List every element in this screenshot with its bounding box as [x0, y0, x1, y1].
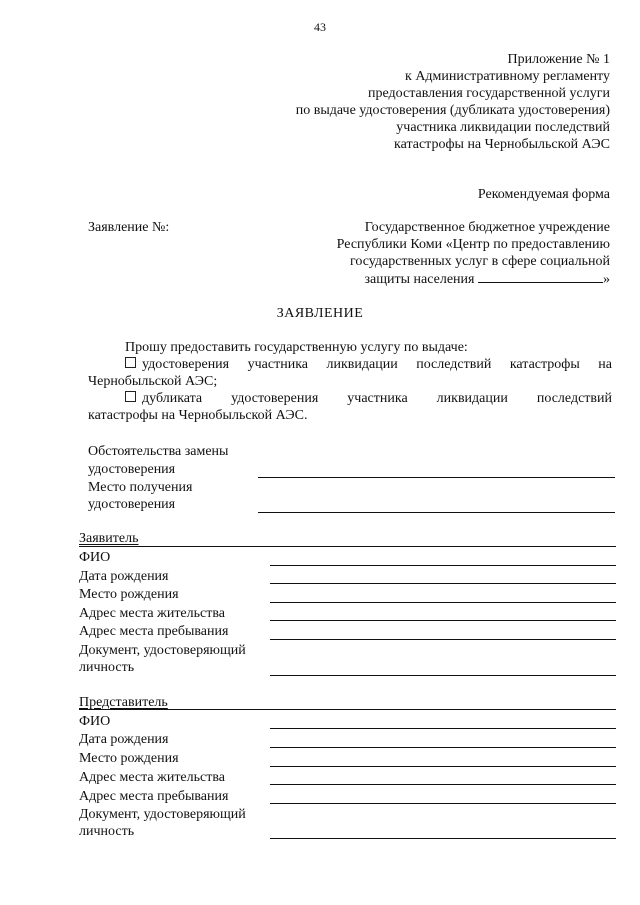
- applicant-residence-field[interactable]: [270, 620, 616, 621]
- replacement-field[interactable]: [258, 477, 615, 478]
- representative-birth-date-field[interactable]: [270, 747, 616, 748]
- applicant-stay-field[interactable]: [270, 639, 616, 640]
- representative-header: Представитель: [79, 695, 168, 710]
- applicant-birth-date-field[interactable]: [270, 583, 616, 584]
- addressee-line: Республики Коми «Центр по предоставлению: [336, 237, 610, 252]
- addressee-line: Государственное бюджетное учреждение: [364, 220, 610, 235]
- applicant-id-doc-label-cont: личность: [79, 660, 135, 675]
- representative-id-doc-field[interactable]: [270, 838, 616, 839]
- representative-id-doc-label-cont: личность: [79, 824, 135, 839]
- checkbox-certificate[interactable]: [125, 357, 136, 368]
- appendix-line: по выдаче удостоверения (дубликата удостоверения): [295, 103, 610, 118]
- applicant-header: Заявитель: [79, 531, 139, 546]
- representative-birth-place-field[interactable]: [270, 766, 616, 767]
- recommended-form-label: Рекомендуемая форма: [477, 187, 610, 202]
- appendix-line: к Административному регламенту: [405, 69, 610, 84]
- receipt-place-field[interactable]: [258, 512, 615, 513]
- applicant-stay-label: Адрес места пребывания: [79, 624, 229, 639]
- page-number: 43: [314, 20, 326, 34]
- option-duplicate-cont: катастрофы на Чернобыльской АЭС.: [88, 408, 308, 423]
- applicant-birth-place-label: Место рождения: [79, 587, 179, 602]
- applicant-id-doc-field[interactable]: [270, 675, 616, 676]
- representative-fio-field[interactable]: [270, 728, 616, 729]
- addressee-prefix: защиты населения: [364, 272, 475, 287]
- addressee-line: государственных услуг в сфере социальной: [349, 254, 610, 269]
- option-certificate-cont: Чернобыльской АЭС;: [88, 374, 218, 389]
- appendix-line: катастрофы на Чернобыльской АЭС: [394, 137, 610, 152]
- option-certificate: [88, 356, 612, 373]
- option-duplicate-text: дубликата удостоверения участника ликвидации последствий: [142, 391, 612, 406]
- addressee-suffix: »: [603, 272, 610, 287]
- applicant-divider: [79, 546, 616, 547]
- applicant-id-doc-label: Документ, удостоверяющий: [79, 643, 246, 658]
- representative-birth-place-label: Место рождения: [79, 751, 179, 766]
- applicant-fio-label: ФИО: [79, 550, 111, 565]
- appendix-line: Приложение № 1: [507, 52, 610, 67]
- applicant-birth-place-field[interactable]: [270, 602, 616, 603]
- request-block: [88, 339, 612, 424]
- department-blank-field[interactable]: [478, 270, 603, 283]
- appendix-header: [190, 51, 610, 153]
- application-number-label: Заявление №:: [88, 220, 170, 235]
- representative-fio-label: ФИО: [79, 714, 111, 729]
- representative-residence-field[interactable]: [270, 784, 616, 785]
- option-duplicate: [88, 390, 612, 407]
- request-intro: Прошу предоставить государственную услугу по выдаче:: [125, 340, 468, 355]
- replacement-label-cont: удостоверения: [88, 462, 176, 477]
- representative-birth-date-label: Дата рождения: [79, 732, 169, 747]
- replacement-label: Обстоятельства замены: [88, 444, 229, 459]
- applicant-birth-date-label: Дата рождения: [79, 569, 169, 584]
- addressee-last-line: [290, 270, 610, 288]
- appendix-line: предоставления государственной услуги: [368, 86, 610, 101]
- representative-residence-label: Адрес места жительства: [79, 770, 225, 785]
- receipt-place-label-cont: удостоверения: [88, 497, 176, 512]
- document-title: ЗАЯВЛЕНИЕ: [276, 306, 364, 321]
- addressee-block: [290, 219, 610, 288]
- appendix-line: участника ликвидации последствий: [396, 120, 610, 135]
- representative-stay-field[interactable]: [270, 803, 616, 804]
- representative-divider: [79, 709, 616, 710]
- checkbox-duplicate[interactable]: [125, 391, 136, 402]
- applicant-fio-field[interactable]: [270, 565, 616, 566]
- receipt-place-label: Место получения: [88, 480, 193, 495]
- option-certificate-text: удостоверения участника ликвидации последствий катастрофы на: [142, 357, 612, 372]
- representative-id-doc-label: Документ, удостоверяющий: [79, 807, 246, 822]
- applicant-residence-label: Адрес места жительства: [79, 606, 225, 621]
- representative-stay-label: Адрес места пребывания: [79, 789, 229, 804]
